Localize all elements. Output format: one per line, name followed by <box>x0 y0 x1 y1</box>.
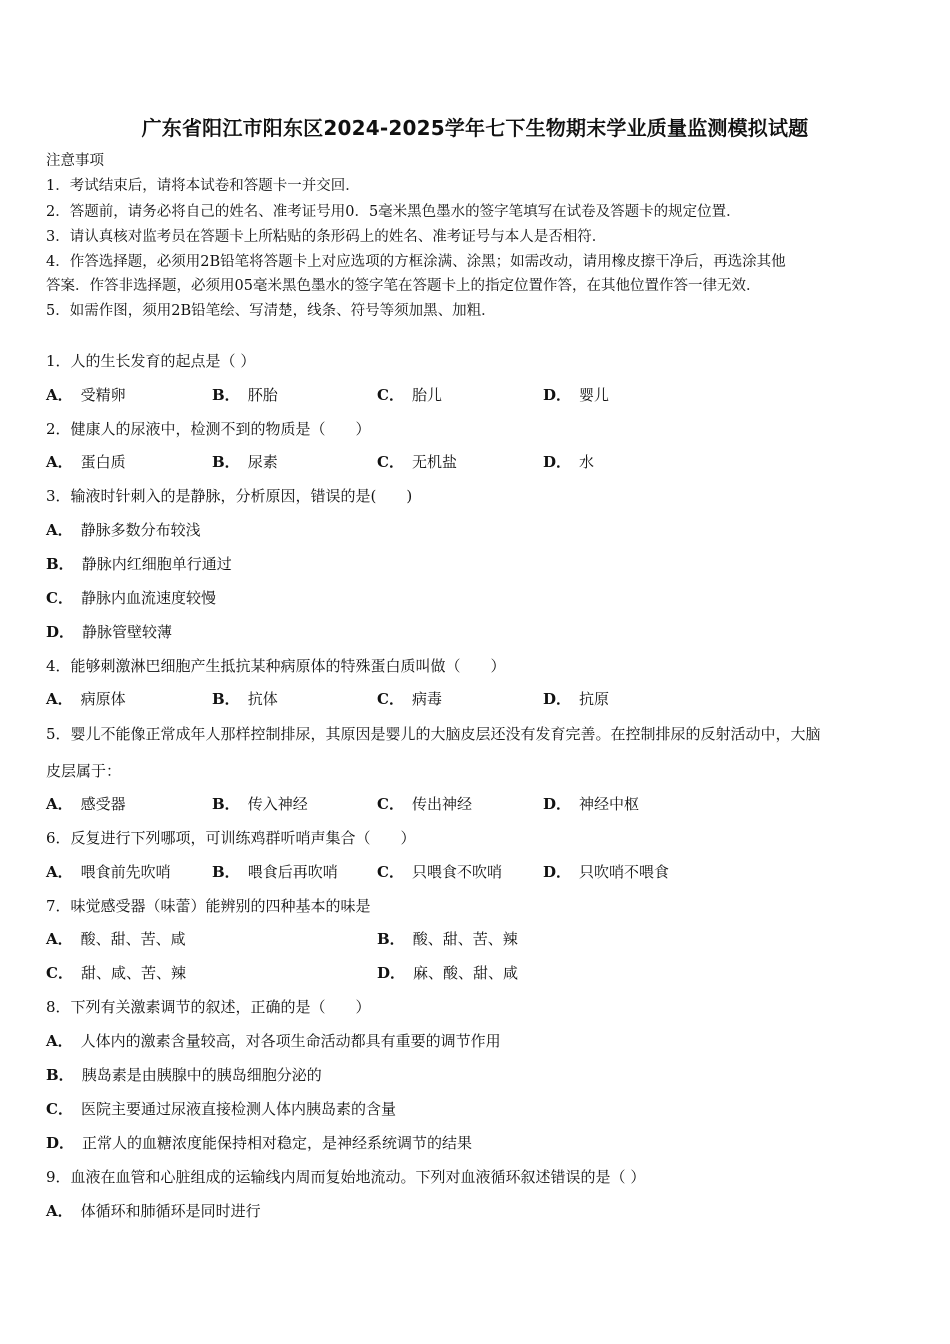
option-label: B． <box>212 453 240 471</box>
question-stem: 6．反复进行下列哪项，可训练鸡群听哨声集合（ ） <box>46 829 416 847</box>
option-label: A． <box>46 1032 73 1050</box>
option-text: 静脉内血流速度较慢 <box>80 589 216 607</box>
option-text: 水 <box>579 453 595 471</box>
question-stem: 8．下列有关激素调节的叙述，正确的是（ ） <box>46 998 371 1016</box>
question-stem-continued: 皮层属于： <box>46 762 122 780</box>
option-label: B． <box>377 930 405 948</box>
option-label: A． <box>46 1202 73 1220</box>
option-c <box>377 794 472 814</box>
option-label: A． <box>46 690 73 708</box>
option-a <box>46 520 201 540</box>
option-text: 酸、甜、苦、咸 <box>80 930 186 948</box>
option-c <box>377 862 502 882</box>
option-d <box>543 689 609 709</box>
notice-heading: 注意事项 <box>46 153 104 169</box>
option-text: 抗原 <box>579 690 610 708</box>
option-b <box>212 689 278 709</box>
option-b <box>212 794 308 814</box>
option-label: B． <box>212 863 240 881</box>
question-stem: 3．输液时针刺入的是静脉，分析原因，错误的是( ) <box>46 487 413 505</box>
option-a <box>46 385 126 405</box>
option-label: D． <box>543 795 572 813</box>
option-d <box>46 622 172 642</box>
option-label: D． <box>543 453 572 471</box>
option-text: 甜、咸、苦、辣 <box>80 964 186 982</box>
option-label: A． <box>46 453 73 471</box>
notice-item: 2．答题前，请务必将自己的姓名、准考证号用0．5毫米黑色墨水的签字笔填写在试卷及答题卡的规定位置． <box>46 204 741 220</box>
option-label: C． <box>377 386 404 404</box>
option-text: 受精卵 <box>80 386 126 404</box>
option-c <box>377 689 442 709</box>
option-label: C． <box>377 795 404 813</box>
option-a <box>46 794 126 814</box>
option-text: 胰岛素是由胰腺中的胰岛细胞分泌的 <box>81 1066 322 1084</box>
option-text: 正常人的血糖浓度能保持相对稳定，是神经系统调节的结果 <box>82 1134 473 1152</box>
option-b <box>212 385 278 405</box>
option-a <box>46 689 126 709</box>
question-stem: 9．血液在血管和心脏组成的运输线内周而复始地流动。下列对血液循环叙述错误的是（ ） <box>46 1168 646 1186</box>
option-a <box>46 1201 261 1221</box>
option-c <box>377 452 457 472</box>
notice-item: 5．如需作图，须用2B铅笔绘、写清楚，线条、符号等须加黑、加粗． <box>46 303 496 319</box>
option-label: A． <box>46 863 73 881</box>
option-text: 麻、酸、甜、咸 <box>413 964 519 982</box>
option-label: D． <box>46 1134 75 1152</box>
option-text: 静脉多数分布较浅 <box>80 521 201 539</box>
option-text: 酸、甜、苦、辣 <box>412 930 518 948</box>
notice-item: 3．请认真核对监考员在答题卡上所粘贴的条形码上的姓名、准考证号与本人是否相符． <box>46 229 607 245</box>
notice-item: 1．考试结束后，请将本试卷和答题卡一并交回． <box>46 178 360 194</box>
option-label: A． <box>46 386 73 404</box>
option-label: C． <box>377 453 404 471</box>
question-stem: 1．人的生长发育的起点是（ ） <box>46 352 256 370</box>
option-label: D． <box>543 690 572 708</box>
option-b <box>377 929 518 949</box>
option-d <box>543 452 594 472</box>
option-label: D． <box>543 386 572 404</box>
option-text: 医院主要通过尿液直接检测人体内胰岛素的含量 <box>80 1100 396 1118</box>
option-text: 蛋白质 <box>80 453 126 471</box>
option-label: B． <box>212 690 240 708</box>
option-a <box>46 929 186 949</box>
option-label: A． <box>46 930 73 948</box>
option-text: 传入神经 <box>247 795 308 813</box>
option-label: D． <box>377 964 406 982</box>
option-text: 只吹哨不喂食 <box>579 863 670 881</box>
question-stem: 5．婴儿不能像正常成年人那样控制排尿，其原因是婴儿的大脑皮层还没有发育完善。在控制排尿的反射活动中，大脑 <box>46 725 821 743</box>
option-label: A． <box>46 521 73 539</box>
option-label: D． <box>46 623 75 641</box>
option-b <box>46 554 232 574</box>
option-c <box>46 1099 396 1119</box>
option-label: B． <box>46 555 74 573</box>
option-label: C． <box>46 589 73 607</box>
option-text: 无机盐 <box>411 453 457 471</box>
option-text: 只喂食不吹哨 <box>411 863 502 881</box>
question-stem: 4．能够刺激淋巴细胞产生抵抗某种病原体的特殊蛋白质叫做（ ） <box>46 657 506 675</box>
option-d <box>543 794 639 814</box>
question-stem: 7．味觉感受器（味蕾）能辨别的四种基本的味是 <box>46 897 371 915</box>
option-d <box>377 963 518 983</box>
option-text: 喂食前先吹哨 <box>80 863 171 881</box>
option-c <box>377 385 442 405</box>
option-d <box>543 862 669 882</box>
option-text: 静脉管壁较薄 <box>82 623 173 641</box>
option-c <box>46 588 216 608</box>
option-text: 尿素 <box>247 453 278 471</box>
notice-item: 4．作答选择题，必须用2B铅笔将答题卡上对应选项的方框涂满、涂黑；如需改动，请用橡皮擦干净后，再选涂其他 <box>46 254 786 270</box>
notice-item: 答案．作答非选择题，必须用05毫米黑色墨水的签字笔在答题卡上的指定位置作答，在其他位置作答一律无效． <box>46 278 761 294</box>
page-title: 广东省阳江市阳东区2024-2025学年七下生物期末学业质量监测模拟试题 <box>141 116 809 140</box>
question-stem: 2．健康人的尿液中，检测不到的物质是（ ） <box>46 420 371 438</box>
option-text: 抗体 <box>247 690 278 708</box>
option-text: 病原体 <box>80 690 126 708</box>
option-b <box>46 1065 322 1085</box>
option-a <box>46 1031 501 1051</box>
option-text: 喂食后再吹哨 <box>247 863 338 881</box>
option-label: D． <box>543 863 572 881</box>
option-c <box>46 963 186 983</box>
option-d <box>543 385 609 405</box>
option-text: 静脉内红细胞单行通过 <box>81 555 232 573</box>
option-text: 感受器 <box>80 795 126 813</box>
option-a <box>46 862 171 882</box>
option-text: 胎儿 <box>411 386 442 404</box>
option-text: 传出神经 <box>411 795 472 813</box>
option-label: A． <box>46 795 73 813</box>
option-label: C． <box>377 863 404 881</box>
option-label: C． <box>377 690 404 708</box>
option-text: 婴儿 <box>579 386 610 404</box>
option-d <box>46 1133 472 1153</box>
option-b <box>212 452 278 472</box>
option-label: B． <box>212 795 240 813</box>
option-text: 病毒 <box>411 690 442 708</box>
option-text: 肧胎 <box>247 386 278 404</box>
option-label: C． <box>46 964 73 982</box>
option-b <box>212 862 338 882</box>
option-label: B． <box>46 1066 74 1084</box>
option-a <box>46 452 126 472</box>
option-label: B． <box>212 386 240 404</box>
option-label: C． <box>46 1100 73 1118</box>
option-text: 神经中枢 <box>579 795 640 813</box>
option-text: 人体内的激素含量较高，对各项生命活动都具有重要的调节作用 <box>80 1032 501 1050</box>
option-text: 体循环和肺循环是同时进行 <box>80 1202 261 1220</box>
